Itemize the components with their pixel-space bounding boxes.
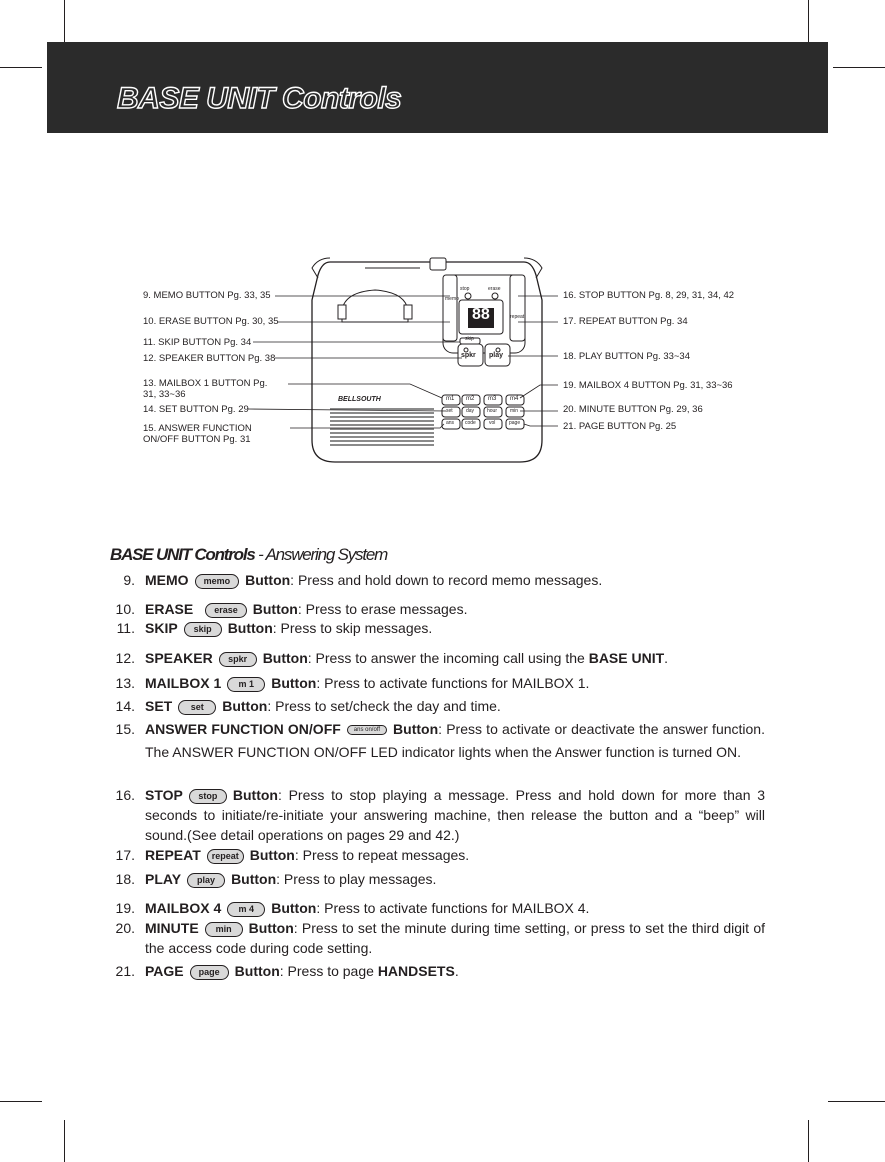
item-button-word: Button <box>248 920 294 936</box>
memo-button-icon: memo <box>195 574 240 589</box>
key-min-label: min <box>510 408 519 414</box>
item-name: PLAY <box>145 871 182 887</box>
set-button-icon: set <box>178 700 216 715</box>
item-number: 10. <box>115 601 135 617</box>
skip-button-icon: skip <box>184 622 222 637</box>
repeat-button-icon: repeat <box>207 849 244 864</box>
callout-repeat: 17. REPEAT BUTTON Pg. 34 <box>563 316 688 327</box>
item-description: : Press to answer the incoming call using the <box>307 650 589 666</box>
item-button-word: Button <box>262 650 308 666</box>
erase-button-icon: erase <box>205 603 247 618</box>
item-number: 9. <box>123 572 135 588</box>
list-item <box>110 648 765 668</box>
item-description: : Press to erase messages. <box>297 601 468 617</box>
item-number: 11. <box>116 620 135 636</box>
item-description: : Press to repeat messages. <box>294 847 470 863</box>
item-button-word: Button <box>271 900 317 916</box>
key-stop-label: stop <box>460 286 470 292</box>
item-description: : Press to stop playing a message. Press and hold down for more than 3 seconds to initiate/re-initiate your answering machine, then release the button and a “beep” will sound.(See detail operations on pages 29 and 42.) <box>145 787 765 843</box>
key-erase-label: erase <box>488 286 501 292</box>
key-memo-label: memo <box>445 296 459 302</box>
stop-button-icon: stop <box>189 789 227 804</box>
list-item <box>110 918 765 958</box>
list-item <box>110 673 765 693</box>
base-unit-diagram <box>0 0 885 520</box>
item-button-word: Button <box>252 601 298 617</box>
callout-set: 14. SET BUTTON Pg. 29 <box>143 404 249 415</box>
callout-answer-onoff: 15. ANSWER FUNCTION ON/OFF BUTTON Pg. 31 <box>143 423 252 445</box>
list-item <box>110 869 765 889</box>
callout-minute: 20. MINUTE BUTTON Pg. 29, 36 <box>563 404 703 415</box>
callout-speaker: 12. SPEAKER BUTTON Pg. 38 <box>143 353 276 364</box>
item-bold-term: HANDSETS <box>377 963 455 979</box>
key-ans-label: ans <box>446 420 455 426</box>
item-bold-term: BASE UNIT <box>588 650 665 666</box>
item-number: 17. <box>115 847 135 863</box>
key-spkr-label: spkr <box>461 352 476 359</box>
spkr-button-icon: spkr <box>219 652 257 667</box>
key-m2-label: m2 <box>466 396 475 402</box>
key-m3-label: m3 <box>488 396 497 402</box>
base-unit-illustration <box>0 0 885 520</box>
crop-mark <box>828 1101 885 1102</box>
item-number: 20. <box>115 920 135 936</box>
item-button-word: Button <box>227 620 273 636</box>
item-name: MEMO <box>145 572 189 588</box>
item-name: MAILBOX 1 <box>145 675 222 691</box>
m4-button-icon: m 4 <box>227 902 265 917</box>
item-description-end: . <box>664 650 669 666</box>
key-code-label: code <box>465 420 476 426</box>
item-number: 14. <box>115 698 135 714</box>
item-number: 15. <box>115 721 135 737</box>
callout-mailbox4: 19. MAILBOX 4 BUTTON Pg. 31, 33~36 <box>563 380 733 391</box>
item-number: 19. <box>115 900 135 916</box>
item-name: SPEAKER <box>145 650 213 666</box>
item-name: MINUTE <box>145 920 199 936</box>
item-description: : Press to activate functions for MAILBOX 4. <box>316 900 590 916</box>
item-number: 18. <box>115 871 135 887</box>
key-skip-label: skip <box>465 336 474 342</box>
callout-skip: 11. SKIP BUTTON Pg. 34 <box>143 337 252 348</box>
tab-notch <box>430 258 446 270</box>
min-button-icon: min <box>205 922 243 937</box>
key-m1-label: m1 <box>446 396 455 402</box>
item-description: : Press to page <box>279 963 378 979</box>
item-description: : Press to play messages. <box>276 871 437 887</box>
crop-mark <box>0 1101 42 1102</box>
item-number: 16. <box>115 787 135 803</box>
item-number: 13. <box>115 675 135 691</box>
list-item <box>110 570 765 590</box>
item-description: : Press to activate or deactivate the answer function. The ANSWER FUNCTION ON/OFF LED indicator lights when the Answer function is turned ON. <box>145 721 765 760</box>
item-button-word: Button <box>271 675 317 691</box>
item-description-end: . <box>454 963 459 979</box>
crop-mark <box>64 1120 65 1162</box>
callout-page: 21. PAGE BUTTON Pg. 25 <box>563 421 677 432</box>
list-item <box>110 845 765 865</box>
callout-mailbox1: 13. MAILBOX 1 BUTTON Pg. 31, 33~36 <box>143 378 268 400</box>
item-button-word: Button <box>222 698 268 714</box>
item-name: SET <box>145 698 173 714</box>
item-name: PAGE <box>145 963 184 979</box>
list-item <box>110 961 765 981</box>
section-title-sub: - Answering System <box>254 545 388 564</box>
list-item <box>110 599 765 619</box>
item-button-word: Button <box>232 787 278 803</box>
section-title <box>110 545 387 565</box>
list-item <box>110 898 765 918</box>
item-description: : Press to set the minute during time setting, or press to set the third digit of the access code during code setting. <box>145 920 765 956</box>
list-item <box>110 618 765 638</box>
item-description: : Press to set/check the day and time. <box>267 698 501 714</box>
key-page-label: page <box>509 420 521 426</box>
item-description: : Press to activate functions for MAILBOX 1. <box>316 675 590 691</box>
item-number: 21. <box>115 963 135 979</box>
ans-onoff-button-icon: ans on/off <box>347 725 387 735</box>
item-name: REPEAT <box>145 847 201 863</box>
item-name: SKIP <box>145 620 178 636</box>
list-item <box>110 696 765 716</box>
item-number: 12. <box>115 650 135 666</box>
key-vol-label: vol <box>489 420 496 426</box>
item-name: STOP <box>145 787 183 803</box>
item-description: : Press to skip messages. <box>272 620 433 636</box>
item-button-word: Button <box>245 572 291 588</box>
callout-stop: 16. STOP BUTTON Pg. 8, 29, 31, 34, 42 <box>563 290 735 301</box>
callout-memo: 9. MEMO BUTTON Pg. 33, 35 <box>143 290 271 301</box>
key-set-label: set <box>446 408 453 414</box>
item-description: : Press and hold down to record memo messages. <box>290 572 603 588</box>
page-button-icon: page <box>190 965 229 980</box>
key-repeat-label: repeat <box>510 314 525 320</box>
m1-button-icon: m 1 <box>227 677 265 692</box>
callout-erase: 10. ERASE BUTTON Pg. 30, 35 <box>143 316 279 327</box>
play-button-icon: play <box>187 873 225 888</box>
key-m4-label: m4 <box>510 396 519 402</box>
item-button-word: Button <box>249 847 295 863</box>
item-name: MAILBOX 4 <box>145 900 222 916</box>
crop-mark <box>808 1120 809 1162</box>
list-item <box>110 785 765 845</box>
item-button-word: Button <box>231 871 277 887</box>
key-play-label: play <box>489 352 504 359</box>
key-day-label: day <box>466 408 475 414</box>
item-name: ERASE <box>145 601 194 617</box>
item-name: ANSWER FUNCTION ON/OFF <box>145 721 341 737</box>
item-button-word: Button <box>234 963 280 979</box>
callout-play: 18. PLAY BUTTON Pg. 33~34 <box>563 351 691 362</box>
list-item <box>110 718 765 764</box>
section-title-main: BASE UNIT Controls <box>110 545 255 564</box>
page-title: BASE UNIT Controls <box>117 82 402 115</box>
lcd-digits: 88 <box>472 306 490 323</box>
item-button-word: Button <box>393 721 439 737</box>
key-hour-label: hour <box>487 408 498 414</box>
brand-logo: BELLSOUTH <box>338 396 381 403</box>
